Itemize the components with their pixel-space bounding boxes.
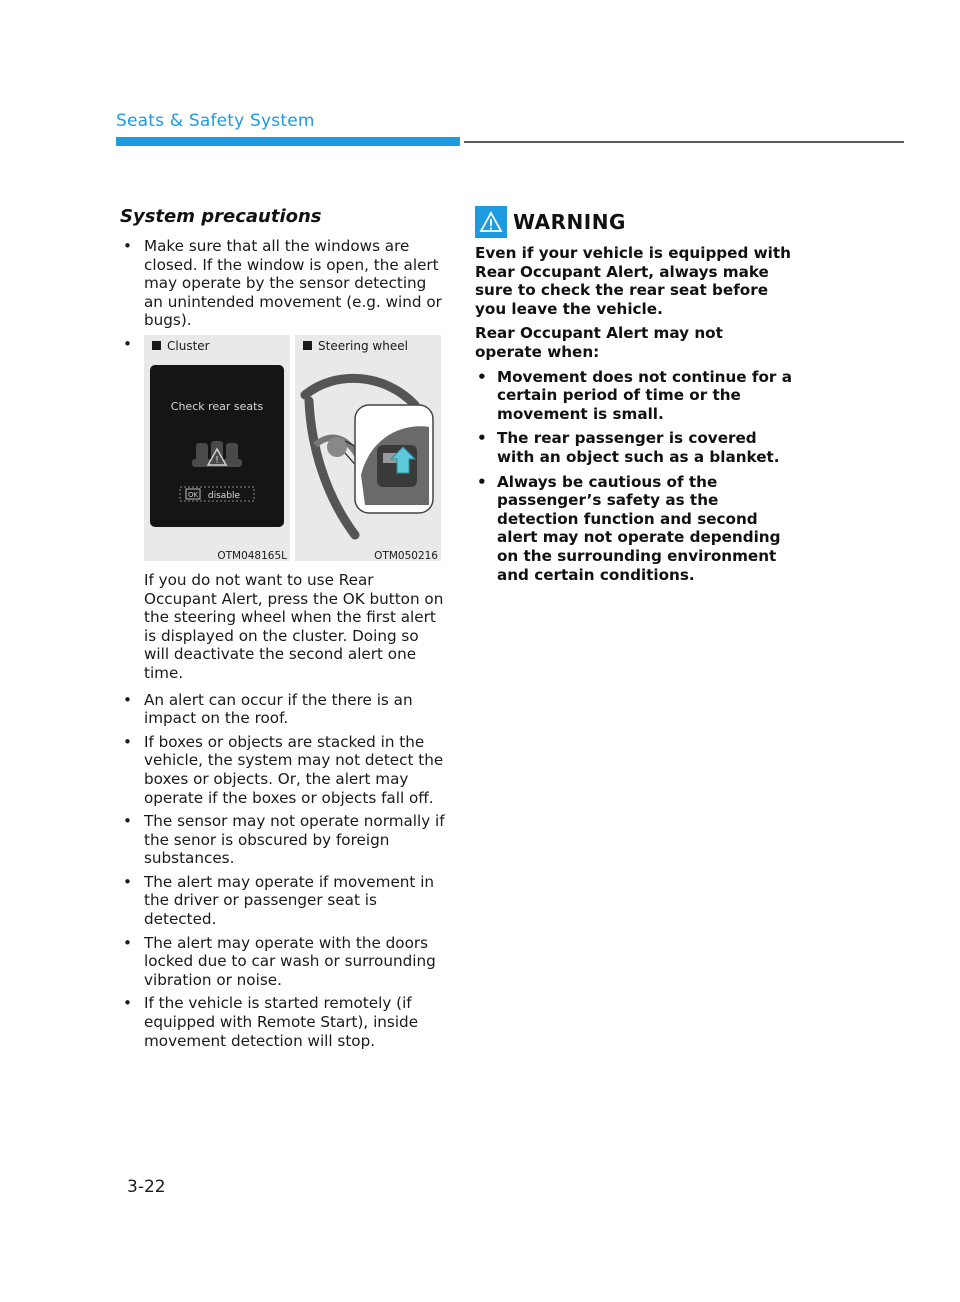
list-item: • The sensor may not operate normally if the senor is obscured by foreign substances.	[123, 812, 445, 868]
list-item: • An alert can occur if the there is an impact on the roof.	[123, 690, 413, 728]
precautions-list-continued	[120, 691, 445, 1051]
section-heading: System precautions	[120, 206, 322, 227]
list-item: • The rear passenger is covered with an object such as a blanket.	[477, 429, 780, 466]
warning-header	[475, 206, 793, 238]
figure-code: OTM048165L	[217, 549, 287, 562]
svg-text:!: !	[214, 454, 220, 466]
warning-title: WARNING	[513, 210, 626, 234]
list-item: • Make sure that all the windows are closed. If the window is open, the alert may operate by the sensor detecting an unintended movement (e.g. wind or bugs).	[123, 237, 442, 330]
list-item: • If boxes or objects are stacked in the vehicle, the system may not detect the boxes or objects. Or, the alert may operate if the boxes or objects fall off.	[123, 732, 444, 807]
list-item: • If the vehicle is started remotely (if equipped with Remote Start), inside movement detection will stop.	[123, 994, 419, 1050]
figure-code: OTM050216	[374, 549, 438, 562]
header-rule-accent	[116, 137, 460, 146]
list-item: • Always be cautious of the passenger’s safety as the detection function and second alert may not operate depending on the surrounding environment and certain conditions.	[477, 472, 781, 584]
cluster-figure	[144, 335, 290, 561]
steering-wheel-illustration	[295, 335, 441, 561]
header-rule	[464, 141, 904, 143]
cluster-message: Check rear seats	[170, 399, 264, 413]
ok-button-instruction: If you do not want to use Rear Occupant Alert, press the OK button on the steering wheel when the first alert is displayed on the cluster. Doing so will deactivate the second alert one time.	[144, 570, 444, 682]
warning-triangle-icon	[475, 206, 507, 238]
list-item: • Movement does not continue for a certain period of time or the movement is small.	[477, 367, 792, 423]
page-number: 3-22	[127, 1177, 166, 1197]
ok-button-label: OK	[187, 490, 199, 499]
warning-paragraph: Even if your vehicle is equipped with Rear Occupant Alert, always make sure to check the rear seat before you leave the vehicle.	[475, 244, 791, 318]
precautions-list: • Make sure that all the windows are closed. If the window is open, the alert may operate by the sensor detecting an unintended movement (e.g. wind or bugs). •	[120, 237, 445, 330]
figure-label: Cluster	[152, 339, 210, 353]
section-title: Seats & Safety System	[116, 111, 315, 131]
warning-list	[475, 368, 793, 585]
warning-paragraph: Rear Occupant Alert may not operate when:	[475, 324, 723, 361]
figure-row	[120, 335, 445, 567]
warning-box	[475, 206, 793, 590]
list-item: • The alert may operate with the doors locked due to car wash or surrounding vibration or noise.	[123, 933, 436, 989]
left-column	[120, 206, 445, 1055]
list-item: • The alert may operate if movement in the driver or passenger seat is detected.	[123, 872, 435, 929]
disable-label: disable	[207, 490, 241, 501]
cluster-screen-illustration	[144, 335, 290, 561]
steering-wheel-figure	[295, 335, 441, 561]
figure-label: Steering wheel	[303, 339, 408, 353]
